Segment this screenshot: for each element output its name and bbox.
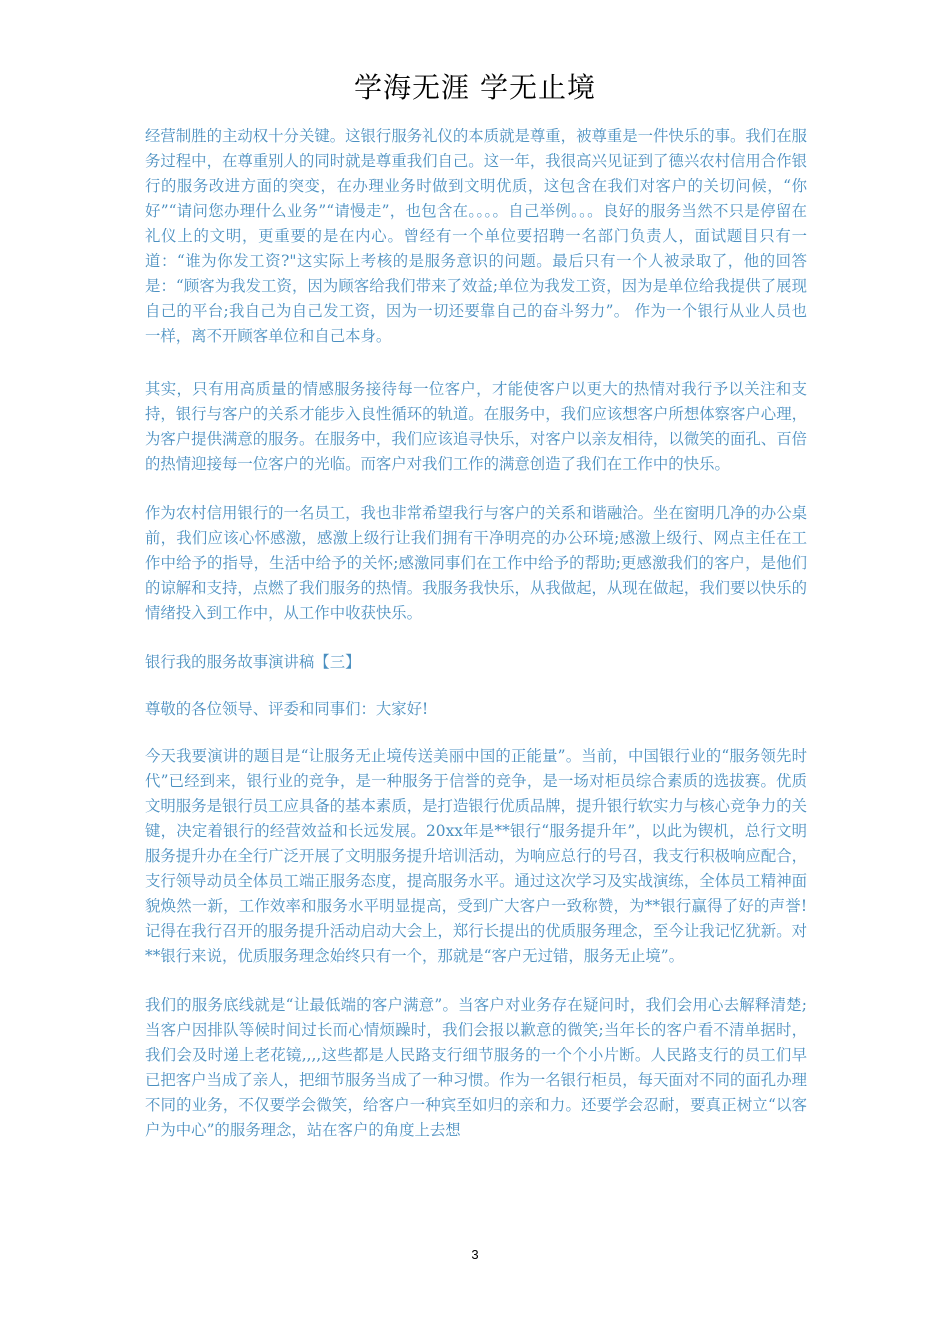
paragraph-emotional-service: 其实，只有用高质量的情感服务接待每一位客户，才能使客户以更大的热情对我行予以关注和支持，银行与客户的关系才能步入良性循环的轨道。在服务中，我们应该想客户所想体察客户心理，为客户提供满意的服务。在服务中，我们应该追寻快乐，对客户以亲友相待，以微笑的面孔、百倍的热情迎接每一位客户的光临。而客户对我们工作的满意创造了我们在工作中的快乐。: [145, 380, 807, 473]
page-number: 3: [471, 1247, 479, 1262]
paragraph-service-bottom-line: 我们的服务底线就是“让最低端的客户满意”。当客户对业务存在疑问时，我们会用心去解释清楚;当客户因排队等候时间过长而心情烦躁时，我们会报以歉意的微笑;当年长的客户看不清单据时，我们会及时递上老花镜,,,,这些都是人民路支行细节服务的一个个小片断。人民路支行的员工们早已把客户当成了亲人，把细节服务当成了一种习惯。作为一名银行柜员，每天面对不同的面孔办理不同的业务，不仅要学会微笑，给客户一种宾至如归的亲和力。还要学会忍耐，要真正树立“以客户为中心”的服务理念，站在客户的角度上去想: [145, 996, 807, 1139]
paragraph-speech-topic: 今天我要演讲的题目是“让服务无止境传送美丽中国的正能量”。当前，中国银行业的“服务领先时代”已经到来，银行业的竞争，是一种服务于信誉的竞争，是一场对柜员综合素质的选拔赛。优质文明服务是银行员工应具备的基本素质，是打造银行优质品牌，提升银行软实力与核心竞争力的关键，决定着银行的经营效益和长远发展。20xx年是**银行“服务提升年”，以此为锲机，总行文明服务提升办在全行广泛开展了文明服务提升培训活动，为响应总行的号召，我支行积极响应配合，支行领导动员全体员工端正服务态度，提高服务水平。通过这次学习及实战演练，全体员工精神面貌焕然一新，工作效率和服务水平明显提高，受到广大客户一致称赞，为**银行赢得了好的声誉!记得在我行召开的服务提升活动启动大会上，郑行长提出的优质服务理念，至今让我记忆犹新。对**银行来说，优质服务理念始终只有一个，那就是“客户无过错，服务无止境”。: [145, 747, 807, 965]
section-heading: 银行我的服务故事演讲稿【三】: [145, 653, 361, 671]
page-header-title: 学海无涯 学无止境: [354, 71, 596, 104]
greeting-line: 尊敬的各位领导、评委和同事们：大家好!: [145, 700, 429, 718]
document-body: [145, 124, 807, 1167]
paragraph-gratitude: 作为农村信用银行的一名员工，我也非常希望我行与客户的关系和谐融洽。坐在窗明几净的办公桌前，我们应该心怀感激，感激上级行让我们拥有干净明亮的办公环境;感激上级行、网点主任在工作中给予的指导，生活中给予的关怀;感激同事们在工作中给予的帮助;更感激我们的客户，是他们的谅解和支持，点燃了我们服务的热情。我服务我快乐，从我做起，从现在做起，我们要以快乐的情绪投入到工作中，从工作中收获快乐。: [145, 504, 807, 622]
paragraph-service-etiquette: 经营制胜的主动权十分关键。这银行服务礼仪的本质就是尊重，被尊重是一件快乐的事。我们在服务过程中，在尊重别人的同时就是尊重我们自己。这一年，我很高兴见证到了德兴农村信用合作银行的服务改进方面的突变，在办理业务时做到文明优质，这包含在我们对客户的关切问候，“你好”“请问您办理什么业务”“请慢走”，也包含在。。。。自己举例。。。良好的服务当然不只是停留在礼仪上的文明，更重要的是在内心。曾经有一个单位要招聘一名部门负责人，面试题目只有一道：“谁为你发工资?"这实际上考核的是服务意识的问题。最后只有一个人被录取了，他的回答是：“顾客为我发工资，因为顾客给我们带来了效益;单位为我发工资，因为是单位给我提供了展现自己的平台;我自己为自己发工资，因为一切还要靠自己的奋斗努力”。 作为一个银行从业人员也一样，离不开顾客单位和自己本身。: [145, 127, 807, 345]
